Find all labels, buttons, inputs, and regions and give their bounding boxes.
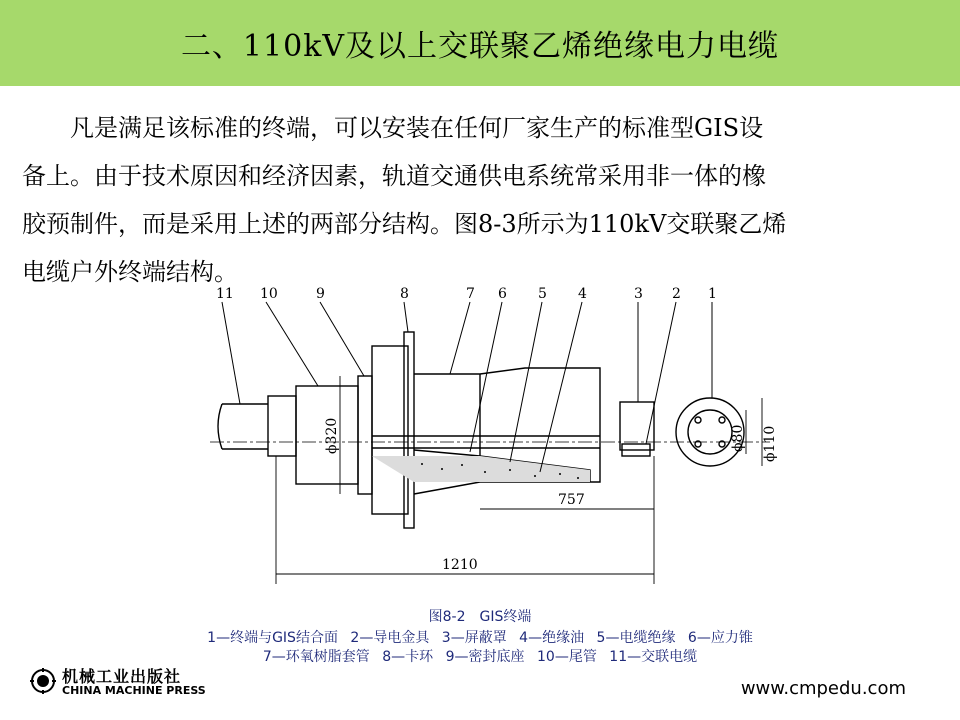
paragraph-line: 胶预制件，而是采用上述的两部分结构。图8-3所示为110kV交联聚乙烯 [22, 210, 787, 238]
paragraph-line: 凡是满足该标准的终端，可以安装在任何厂家生产的标准型GIS设 [22, 114, 764, 142]
callout-2: 2 [672, 286, 681, 302]
legend-item: 6—应力锥 [687, 630, 753, 646]
dim-d110: ϕ110 [762, 425, 778, 462]
figure-legend-line-1 [0, 627, 960, 647]
figure-legend-line-2 [0, 646, 960, 666]
callout-5: 5 [538, 286, 547, 302]
publisher-logo [30, 664, 270, 700]
callout-6: 6 [498, 286, 507, 302]
legend-item: 8—卡环 [382, 649, 434, 665]
dim-d80: ϕ80 [730, 424, 746, 452]
callout-9: 9 [316, 286, 325, 302]
legend-item: 3—屏蔽罩 [441, 630, 507, 646]
callout-10: 10 [260, 286, 278, 302]
dim-d320: ϕ320 [324, 417, 340, 454]
legend-item: 2—导电金具 [350, 630, 430, 646]
legend-item: 7—环氧树脂套管 [262, 649, 370, 665]
page-title: 二、110kV及以上交联聚乙烯绝缘电力电缆 [180, 29, 780, 64]
legend-item: 4—绝缘油 [519, 630, 585, 646]
title-bar [0, 0, 960, 86]
legend-item: 10—尾管 [537, 649, 597, 665]
body-paragraph [22, 104, 942, 296]
publisher-name-en: CHINA MACHINE PRESS [62, 684, 206, 697]
legend-item: 9—密封底座 [445, 649, 525, 665]
callout-7: 7 [466, 286, 475, 302]
callout-8: 8 [400, 286, 409, 302]
callout-11: 11 [216, 286, 234, 302]
paragraph-line: 备上。由于技术原因和经济因素，轨道交通供电系统常采用非一体的橡 [22, 162, 766, 190]
figure-caption: 图8-2 GIS终端 [428, 609, 532, 625]
publisher-gear-icon [30, 668, 56, 694]
paragraph-line: 电缆户外终端结构。 [22, 258, 238, 286]
callout-1: 1 [708, 286, 717, 302]
callout-4: 4 [578, 286, 587, 302]
legend-item: 11—交联电缆 [609, 649, 698, 665]
website-link[interactable]: www.cmpedu.com [740, 678, 906, 699]
gis-terminal-drawing [180, 284, 780, 604]
publisher-name-cn: 机械工业出版社 [62, 667, 182, 686]
callout-3: 3 [634, 286, 643, 302]
gis-terminal-figure [180, 284, 780, 604]
dim-1210: 1210 [442, 557, 478, 573]
dim-757: 757 [558, 492, 585, 508]
legend-item: 1—终端与GIS结合面 [207, 630, 338, 646]
legend-item: 5—电缆绝缘 [596, 630, 676, 646]
